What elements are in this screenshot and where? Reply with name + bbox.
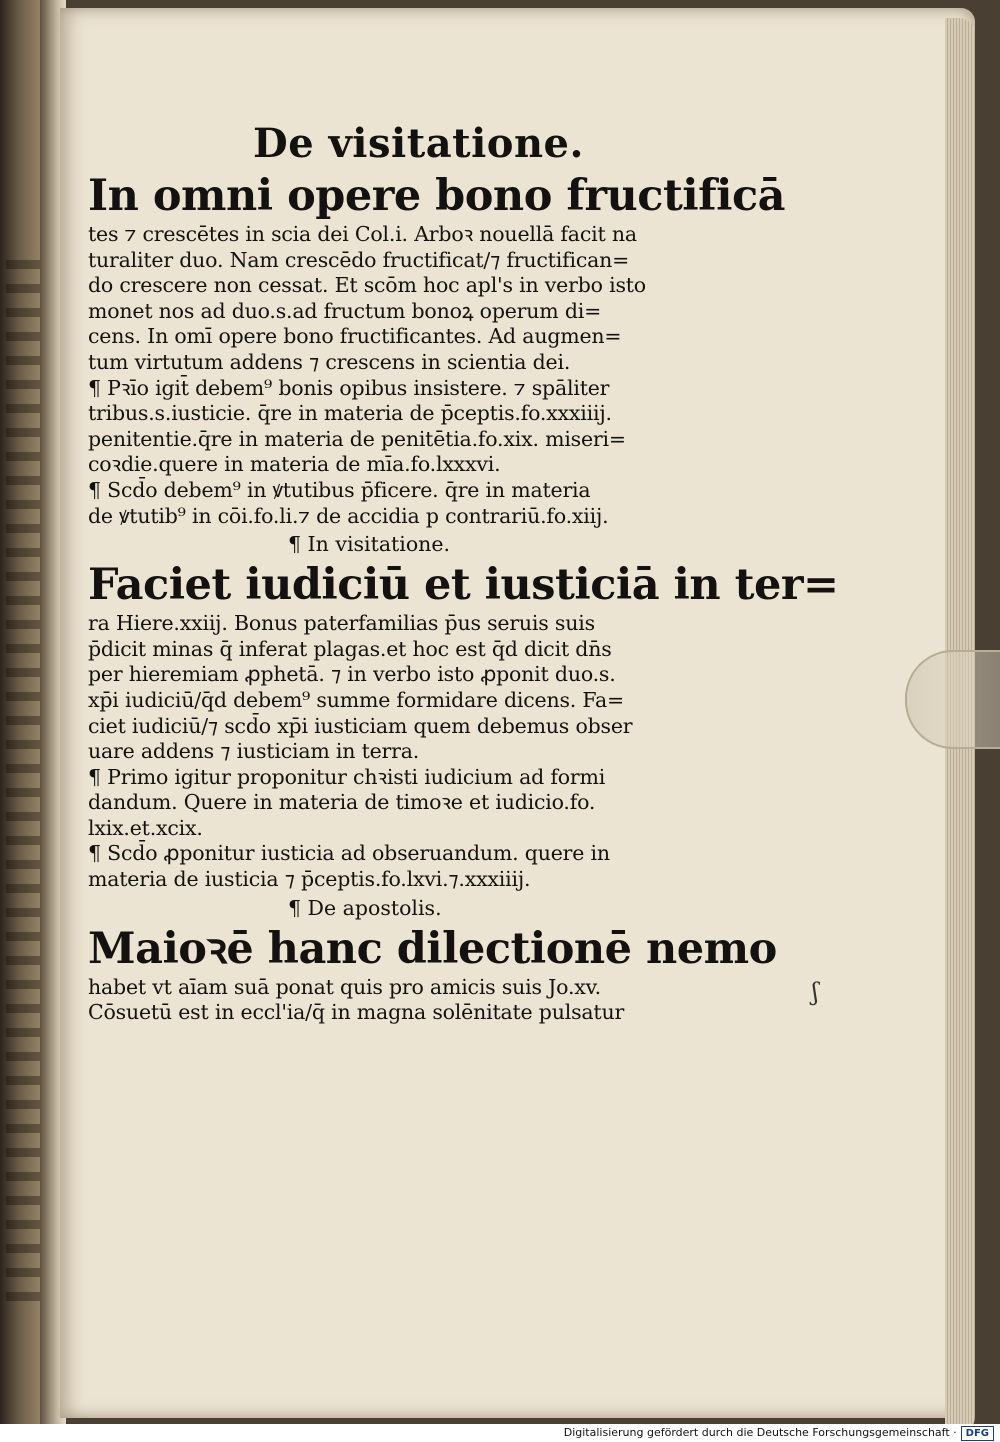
text-line: per hieremiam ꝓphetā. ⁊ in verbo isto ꝓponit duo.s. [88, 662, 616, 687]
text-line: penitentie.q̄re in materia de penitētia.fo.xix. miseri= [88, 426, 626, 451]
text-line: do crescere non cessat. Et scōm hoc apl's in verbo isto [88, 273, 646, 298]
text-line: coꝛdie.quere in materia de mīa.fo.lxxxvi. [88, 452, 501, 477]
text-line: uare addens ⁊ iusticiam in terra. [88, 739, 420, 764]
text-line: de ꝟtutib⁹ in cōi.fo.li.⁊ de accidia p contrariū.fo.xiij. [88, 503, 609, 528]
incipit-line: Faciet iudiciū et iusticiā in ter= [88, 560, 839, 611]
sub-heading: ¶ De apostolis. [288, 895, 442, 920]
section-heading: De visitatione. [253, 120, 584, 167]
text-line: ra Hiere.xxiij. Bonus paterfamilias p̄us seruis suis [88, 611, 595, 636]
text-line: monet nos ad duo.s.ad fructum bonoꝝ operum di= [88, 298, 602, 323]
text-line: dandum. Quere in materia de timoꝛe et iudicio.fo. [88, 790, 596, 815]
page-text-block [88, 118, 839, 1026]
text-line: ciet iudiciū/⁊ scd̄o xp̄i iusticiam quem debemus obser [88, 713, 633, 738]
text-line: tum virtutum addens ⁊ crescens in scientia dei. [88, 349, 571, 374]
text-line: tribus.s.iusticie. q̄re in materia de p̄ceptis.fo.xxxiiij. [88, 401, 612, 426]
facing-page-text-fragment [6, 260, 40, 1310]
dfg-logo: DFG [961, 1426, 994, 1441]
text-line: turaliter duo. Nam crescēdo fructificat/⁊ fructifican= [88, 247, 630, 272]
text-line: ¶ Scd̄o ꝓponitur iusticia ad obseruandum. quere in [88, 841, 610, 866]
incipit-line: Maioꝛē hanc dilectionē nemo [88, 923, 777, 974]
text-line: ¶ Pꝛīo igit̄ debem⁹ bonis opibus insistere. ⁊ spāliter [88, 375, 610, 400]
text-line: Cōsuetū est in eccl'ia/q̄ in magna solēnitate pulsatur [88, 1000, 625, 1025]
text-line: tes ⁊ crescētes in scia dei Col.i. Arboꝛ nouellā facit na [88, 222, 637, 246]
marginal-annotation-mark: ʃ [812, 978, 819, 1006]
text-line: p̄dicit minas q̄ inferat plagas.et hoc est q̄d dicit dn̄s [88, 636, 612, 661]
text-line: ¶ Primo igitur proponitur chꝛisti iudicium ad formi [88, 764, 606, 789]
text-line: ¶ Scd̄o debem⁹ in ꝟtutibus p̄ficere. q̄re in materia [88, 477, 591, 502]
text-line: lxix.et.xcix. [88, 815, 203, 840]
incipit-line: In omni opere bono fructificā [88, 171, 786, 221]
sub-heading: ¶ In visitatione. [288, 532, 451, 557]
text-line: materia de iusticia ⁊ p̄ceptis.fo.lxvi.⁊.xxxiiij. [88, 867, 531, 892]
text-line: habet vt aīam suā ponat quis pro amicis suis Jo.xv. [88, 974, 601, 999]
funding-credit-bar [0, 1424, 1000, 1442]
text-line: xp̄i iudiciū/q̄d debem⁹ summe formidare dicens. Fa= [88, 687, 625, 712]
book-clamp [905, 650, 1000, 749]
funding-credit-text: Digitalisierung gefördert durch die Deutsche Forschungsgemeinschaft · [563, 1426, 957, 1439]
text-line: cens. In omī opere bono fructificantes. Ad augmen= [88, 324, 622, 349]
